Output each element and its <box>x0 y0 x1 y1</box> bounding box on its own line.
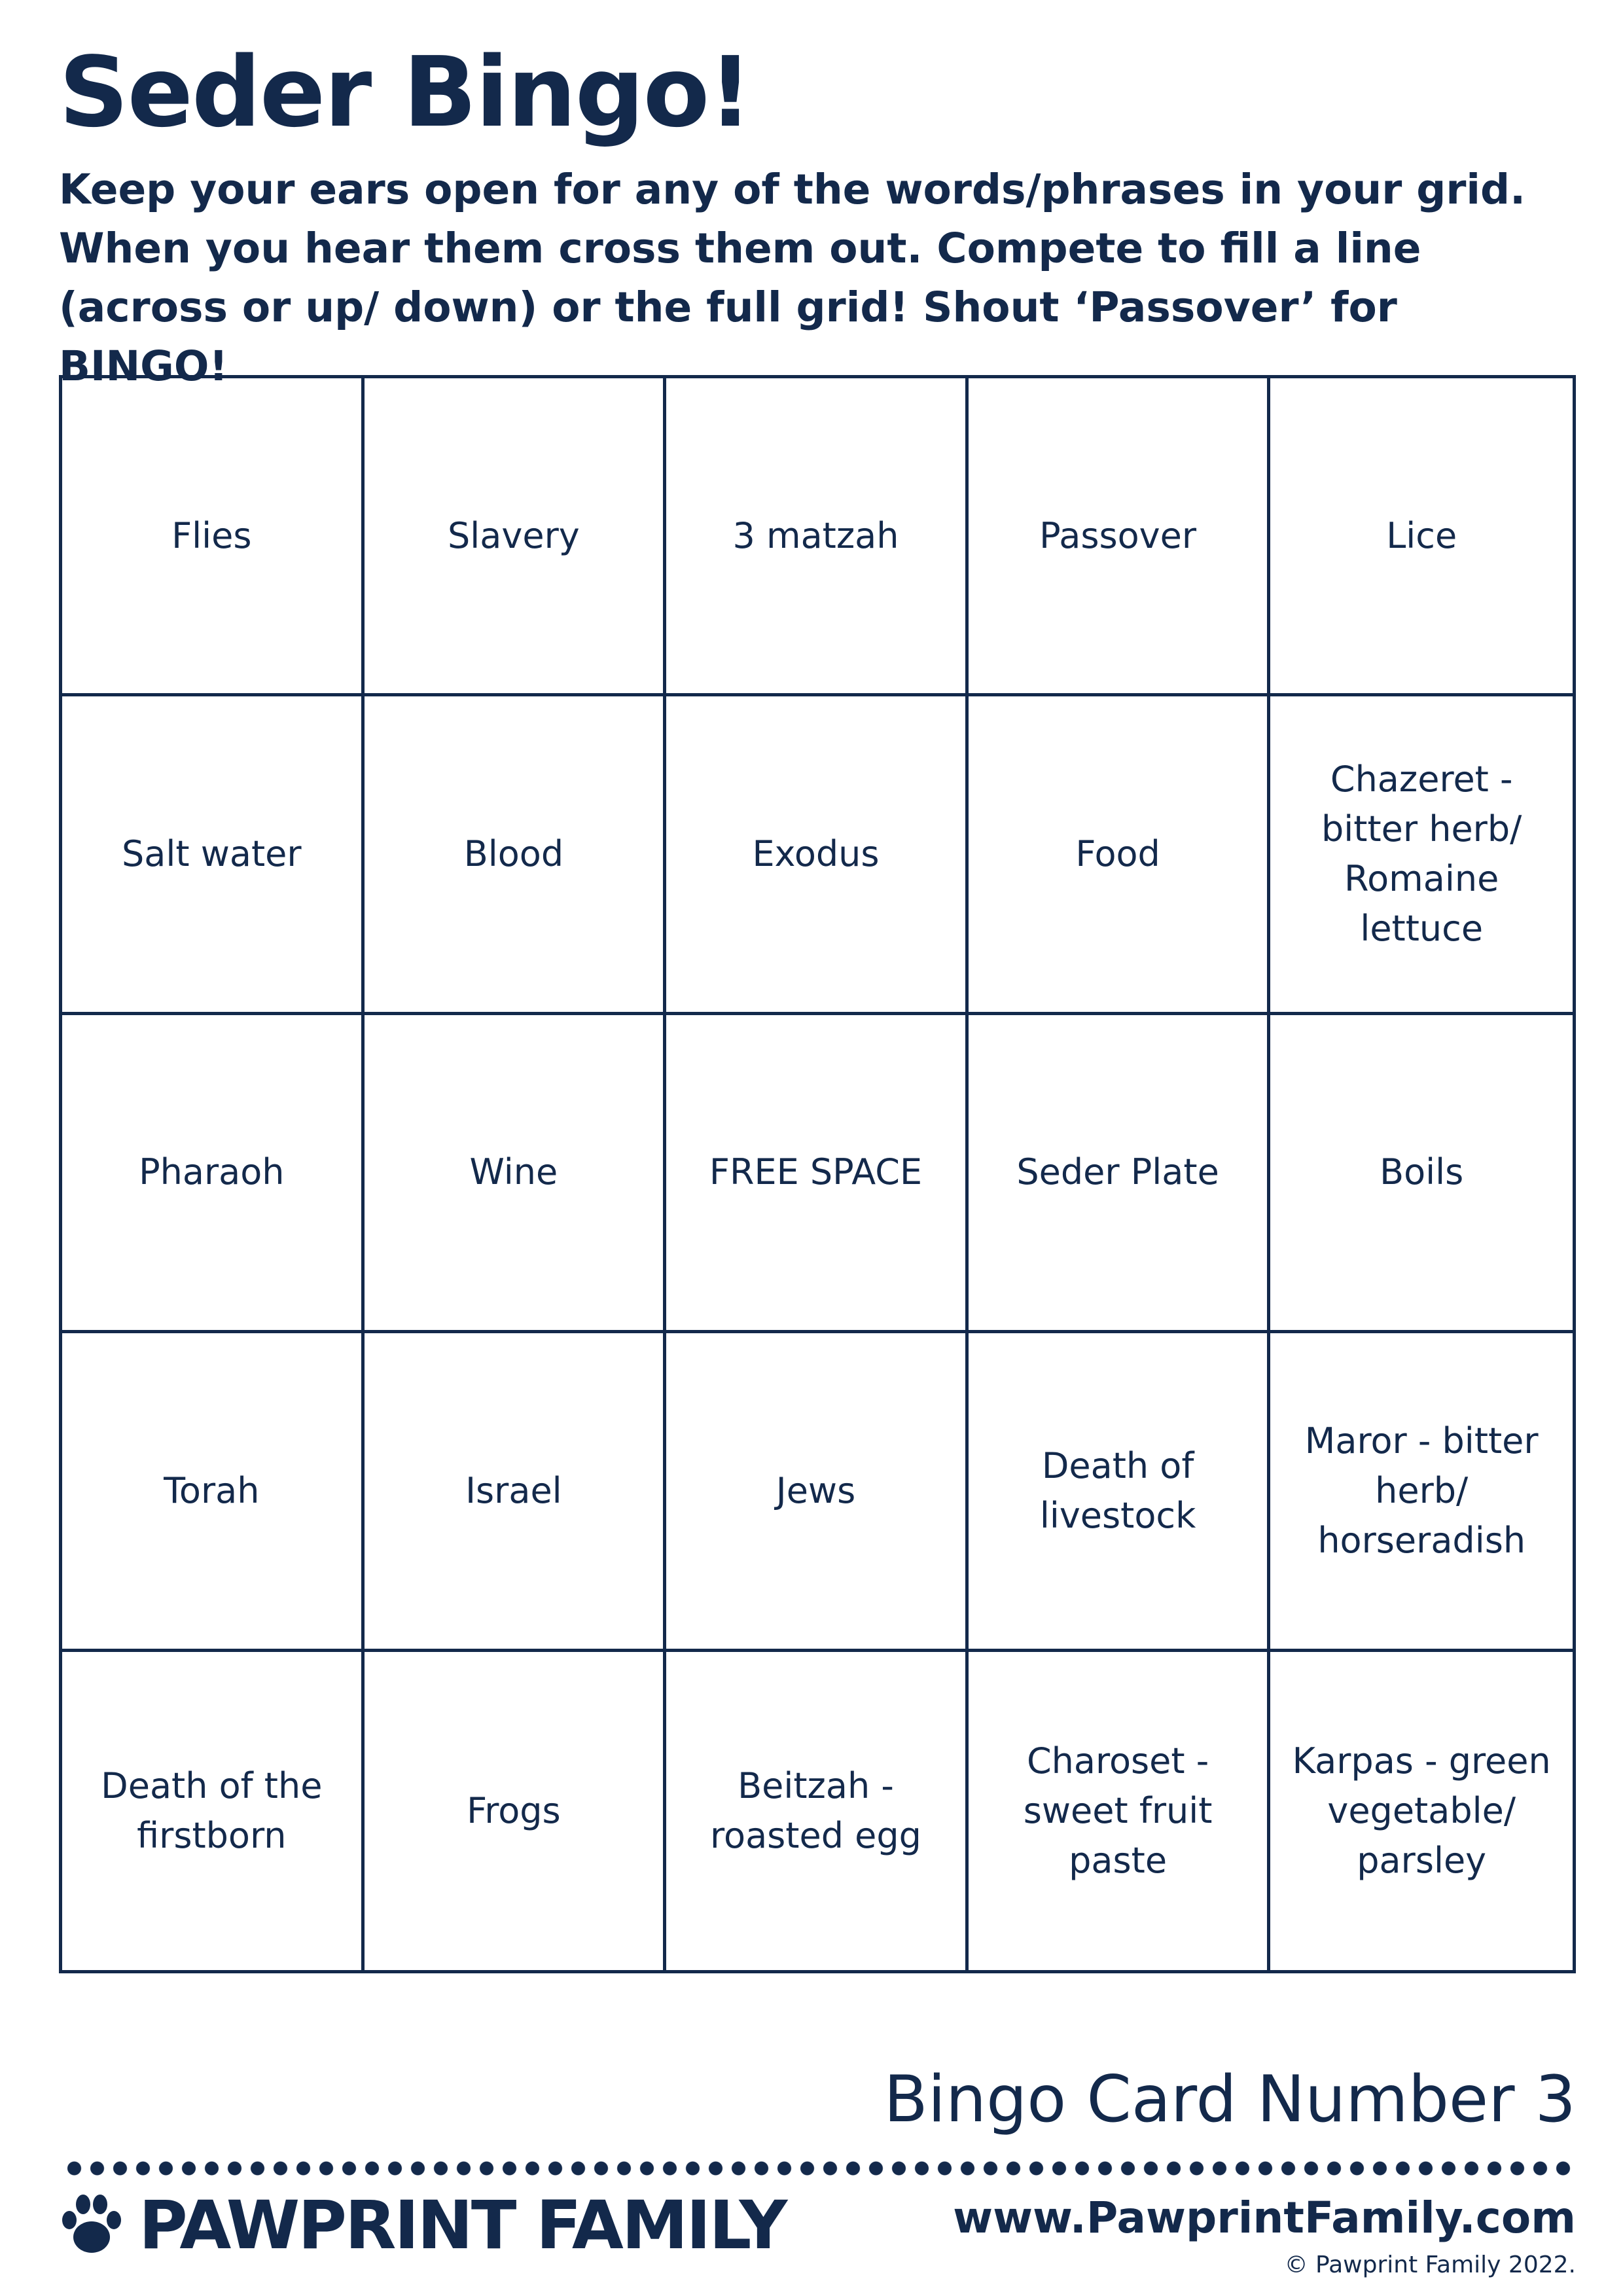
bingo-cell[interactable]: Israel <box>365 1333 667 1651</box>
bingo-grid <box>59 375 1576 1973</box>
dotted-divider <box>63 2160 1576 2177</box>
bingo-cell[interactable]: Slavery <box>365 378 667 696</box>
website-link[interactable]: www.PawprintFamily.com <box>953 2193 1576 2243</box>
bingo-cell[interactable]: Death of livestock <box>969 1333 1271 1651</box>
bingo-cell[interactable]: Exodus <box>666 696 969 1014</box>
brand-name: PAWPRINT FAMILY <box>139 2186 786 2265</box>
bingo-cell[interactable]: Passover <box>969 378 1271 696</box>
bingo-cell[interactable]: Beitzah - roasted egg <box>666 1652 969 1970</box>
copyright-text: © Pawprint Family 2022. <box>1284 2251 1576 2278</box>
bingo-cell[interactable]: Torah <box>62 1333 365 1651</box>
bingo-cell[interactable]: Blood <box>365 696 667 1014</box>
bingo-cell[interactable]: Flies <box>62 378 365 696</box>
paw-print-icon <box>59 2191 124 2259</box>
bingo-cell[interactable]: Maror - bitter herb/ horseradish <box>1270 1333 1573 1651</box>
bingo-cell[interactable]: Chazeret - bitter herb/ Romaine lettuce <box>1270 696 1573 1014</box>
bingo-cell[interactable]: 3 matzah <box>666 378 969 696</box>
bingo-cell[interactable]: Seder Plate <box>969 1015 1271 1333</box>
card-number: Bingo Card Number 3 <box>883 2062 1576 2137</box>
brand-logo <box>59 2186 786 2265</box>
bingo-cell[interactable]: Boils <box>1270 1015 1573 1333</box>
bingo-cell[interactable]: Charoset - sweet fruit paste <box>969 1652 1271 1970</box>
bingo-cell[interactable]: Wine <box>365 1015 667 1333</box>
bingo-cell[interactable]: Jews <box>666 1333 969 1651</box>
free-space-cell[interactable]: FREE SPACE <box>666 1015 969 1333</box>
bingo-cell[interactable]: Lice <box>1270 378 1573 696</box>
bingo-cell[interactable]: Pharaoh <box>62 1015 365 1333</box>
bingo-cell[interactable]: Frogs <box>365 1652 667 1970</box>
bingo-cell[interactable]: Salt water <box>62 696 365 1014</box>
bingo-cell[interactable]: Death of the firstborn <box>62 1652 365 1970</box>
page-title: Seder Bingo! <box>59 36 751 149</box>
bingo-cell[interactable]: Food <box>969 696 1271 1014</box>
bingo-cell[interactable]: Karpas - green vegetable/ parsley <box>1292 1740 1551 1881</box>
instructions-text: Keep your ears open for any of the words/phrases in your grid. When you hear them cross them out. Compete to fill a line (across or up/ down) or the full grid! Shout ‘Passover’ for BINGO! <box>59 166 1526 390</box>
